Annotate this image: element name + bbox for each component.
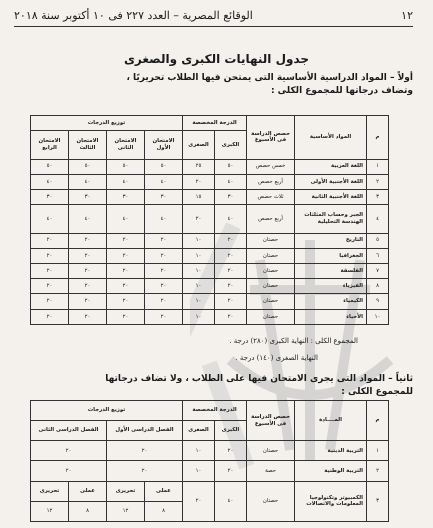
cell-num: ٢ [367, 461, 389, 481]
cell-subject: اللغة الأجنبية الثانية [295, 190, 367, 205]
cell-exam4: ٢٠ [31, 294, 69, 309]
cell-exam3: ٣٠ [69, 190, 107, 205]
cell-subject: الكيمياء [295, 294, 367, 309]
cell-exam3: ٢٠ [69, 294, 107, 309]
cell-periods: حصتان [247, 248, 295, 263]
table-header-row [31, 116, 389, 131]
cell-exam1: ٢٠ [145, 279, 183, 294]
section1-line2: وتضاف درجاتها للمجموع الكلى : [270, 86, 413, 96]
cell-num: ٢ [367, 174, 389, 189]
cell-min: ٢٠ [183, 205, 215, 233]
table-row [31, 441, 389, 461]
col-distribution: توزيع الدرجات [31, 401, 183, 421]
header-divider [14, 26, 413, 27]
col-exam4: الامتحان الرابع [31, 131, 69, 159]
cell-subject: التربية الوطنية [295, 461, 367, 481]
cell-min: ٢٠ [183, 481, 215, 521]
section1-line1: أولاً – المواد الدراسية الأساسية التى يمتحن فيها الطلاب تحريريًا ، [126, 73, 413, 83]
totals-min: النهاية الصغرى (١٤٠) درجة . [235, 354, 318, 362]
cell-exam3: ٢٠ [69, 279, 107, 294]
cell-exam1: ٢٠ [145, 294, 183, 309]
col-periods: حصص الدراسة فى الأسبوع [247, 116, 295, 160]
cell-min: ٢٠ [183, 174, 215, 189]
cell-exam4: ٤٠ [31, 205, 69, 233]
cell-subject: الفلسفة [295, 264, 367, 279]
cell-subject: اللغة الأجنبية الأولى [295, 174, 367, 189]
cell-periods: حصتان [247, 279, 295, 294]
cell-num: ٩ [367, 294, 389, 309]
col-num: م [367, 401, 389, 441]
cell-subject: الفيزياء [295, 279, 367, 294]
cell-exam2: ٢٠ [107, 264, 145, 279]
col-subject: المواد الأساسية [295, 116, 367, 160]
cell-max: ٢٠ [215, 279, 247, 294]
col-distribution: توزيع الدرجات [31, 116, 183, 131]
cell-num: ٨ [367, 279, 389, 294]
cell-min: ١٠ [183, 294, 215, 309]
totals-max: المجموع الكلى : النهاية الكبرى (٢٨٠) درجة . [229, 337, 358, 345]
table-row [31, 233, 389, 248]
col-practical: عملى [145, 481, 183, 501]
totals-block [229, 333, 358, 367]
cell-subject: اللغة العربية [295, 159, 367, 174]
cell-exam4: ٢٠ [31, 279, 69, 294]
cell-exam2: ٢٠ [107, 309, 145, 324]
cell-term2: ٢٠ [31, 461, 107, 481]
col-term2: الفصل الدراسى الثانى [31, 421, 107, 441]
table-row [31, 190, 389, 205]
cell-periods: حصتان [247, 481, 295, 521]
col-exam1: الامتحان الأول [145, 131, 183, 159]
table-header-row [31, 401, 389, 421]
table-row [31, 279, 389, 294]
cell-term1: ٢٠ [107, 461, 183, 481]
section2-line1: ثانياً – المواد التى يجرى الامتحان فيها على الطلاب ، ولا تضاف درجاتها [105, 374, 413, 384]
cell-term2: ٢٠ [31, 441, 107, 461]
cell-num: ٦ [367, 248, 389, 263]
table-row [31, 205, 389, 233]
col-allocated: الدرجة المخصصة [183, 401, 247, 421]
cell-max: ٤٠ [215, 481, 247, 521]
cell-subject: الأحياء [295, 309, 367, 324]
cell-subject: الجبر وحساب المثلثات الهندسة التحليلية [295, 205, 367, 233]
cell-exam2: ٢٠ [107, 279, 145, 294]
table-row [31, 309, 389, 324]
cell-min: ١٠ [183, 279, 215, 294]
cell-num: ١٠ [367, 309, 389, 324]
col-term1: الفصل الدراسى الأول [107, 421, 183, 441]
grades-table-additional [30, 400, 389, 522]
cell-exam1: ٥٠ [145, 159, 183, 174]
col-written: تحريرى [107, 481, 145, 501]
cell-max: ٢٠ [215, 461, 247, 481]
cell-max: ٢٠ [215, 309, 247, 324]
cell-periods: حصة [247, 461, 295, 481]
cell-min: ١٠ [183, 248, 215, 263]
cell-max: ٤٠ [215, 205, 247, 233]
cell-exam2: ٥٠ [107, 159, 145, 174]
col-num: م [367, 116, 389, 160]
section1-heading [14, 72, 413, 98]
col-written: تحريرى [31, 481, 69, 501]
table-row [31, 481, 389, 501]
cell-subject: التاريخ [295, 233, 367, 248]
cell-subject: التربية الدينية [295, 441, 367, 461]
cell-term2-practical: ٨ [69, 501, 107, 521]
cell-periods: خمس حصص [247, 159, 295, 174]
cell-exam1: ٢٠ [145, 264, 183, 279]
cell-exam2: ٤٠ [107, 174, 145, 189]
col-max: الكبرى [215, 131, 247, 159]
cell-min: ١٠ [183, 441, 215, 461]
col-practical: عملى [69, 481, 107, 501]
col-max: الكبرى [215, 421, 247, 441]
cell-exam2: ٤٠ [107, 205, 145, 233]
cell-exam4: ٢٠ [31, 264, 69, 279]
cell-periods: حصتان [247, 233, 295, 248]
cell-exam4: ٤٠ [31, 174, 69, 189]
cell-exam3: ٥٠ [69, 159, 107, 174]
cell-exam1: ٢٠ [145, 309, 183, 324]
cell-num: ٣ [367, 190, 389, 205]
col-periods: حصص الدراسة فى الأسبوع [247, 401, 295, 441]
cell-exam1: ٤٠ [145, 205, 183, 233]
cell-exam2: ٣٠ [107, 190, 145, 205]
cell-periods: أربع حصص [247, 205, 295, 233]
cell-term1-written: ١٢ [107, 501, 145, 521]
cell-exam3: ٤٠ [69, 205, 107, 233]
cell-exam3: ٢٠ [69, 248, 107, 263]
cell-max: ٢٠ [215, 294, 247, 309]
cell-max: ٢٠ [215, 233, 247, 248]
cell-exam2: ٢٠ [107, 294, 145, 309]
cell-term1: ٢٠ [107, 441, 183, 461]
cell-num: ٤ [367, 205, 389, 233]
cell-num: ١ [367, 159, 389, 174]
col-subject: المــــادة [295, 401, 367, 441]
page-header [14, 6, 413, 24]
col-min: الصغرى [183, 131, 215, 159]
cell-max: ٤٠ [215, 174, 247, 189]
cell-exam1: ٢٠ [145, 233, 183, 248]
publication-line: الوقائع المصرية – العدد ٢٢٧ فى ١٠ أكتوبر سنة ٢٠١٨ [14, 8, 253, 22]
cell-term1-practical: ٨ [145, 501, 183, 521]
document-title: جدول النهايات الكبرى والصغرى [123, 52, 310, 66]
cell-exam4: ٢٠ [31, 248, 69, 263]
cell-min: ١٠ [183, 309, 215, 324]
table-row [31, 159, 389, 174]
cell-periods: ثلاث حصص [247, 190, 295, 205]
cell-exam4: ٢٠ [31, 309, 69, 324]
cell-min: ١٥ [183, 190, 215, 205]
table-row [31, 294, 389, 309]
grades-table-basic [30, 115, 389, 325]
cell-min: ١٠ [183, 264, 215, 279]
col-exam3: الامتحان الثالث [69, 131, 107, 159]
cell-periods: حصتان [247, 264, 295, 279]
cell-num: ٣ [367, 481, 389, 521]
cell-exam3: ٢٠ [69, 233, 107, 248]
cell-subject: الجغرافيا [295, 248, 367, 263]
cell-max: ٢٠ [215, 264, 247, 279]
cell-periods: حصتان [247, 294, 295, 309]
cell-min: ١٠ [183, 461, 215, 481]
cell-num: ١ [367, 441, 389, 461]
section2-heading [14, 373, 413, 399]
cell-exam1: ٤٠ [145, 174, 183, 189]
table-row [31, 264, 389, 279]
cell-min: ٢٥ [183, 159, 215, 174]
cell-max: ٣٠ [215, 190, 247, 205]
col-allocated: الدرجة المخصصة [183, 116, 247, 131]
cell-num: ٥ [367, 233, 389, 248]
cell-periods: حصتان [247, 309, 295, 324]
page-number: ١٢ [401, 8, 413, 22]
cell-periods: حصتان [247, 441, 295, 461]
cell-exam3: ٤٠ [69, 174, 107, 189]
cell-min: ١٠ [183, 233, 215, 248]
cell-max: ٢٠ [215, 248, 247, 263]
cell-exam4: ٣٠ [31, 190, 69, 205]
cell-exam1: ٣٠ [145, 190, 183, 205]
cell-term2-written: ١٢ [31, 501, 69, 521]
cell-exam2: ٢٠ [107, 248, 145, 263]
table-row [31, 174, 389, 189]
cell-exam4: ٢٠ [31, 233, 69, 248]
cell-exam3: ٢٠ [69, 309, 107, 324]
table-row [31, 461, 389, 481]
cell-exam4: ٥٠ [31, 159, 69, 174]
section2-line2: للمجموع الكلى : [341, 387, 413, 397]
cell-exam3: ٢٠ [69, 264, 107, 279]
col-min: الصغرى [183, 421, 215, 441]
cell-max: ٢٠ [215, 441, 247, 461]
cell-exam2: ٢٠ [107, 233, 145, 248]
cell-subject: الكمبيوتر وتكنولوجيا المعلومات والاتصالات [295, 481, 367, 521]
cell-num: ٧ [367, 264, 389, 279]
col-exam2: الامتحان الثانى [107, 131, 145, 159]
cell-exam1: ٢٠ [145, 248, 183, 263]
cell-periods: أربع حصص [247, 174, 295, 189]
cell-max: ٥٠ [215, 159, 247, 174]
table-row [31, 248, 389, 263]
